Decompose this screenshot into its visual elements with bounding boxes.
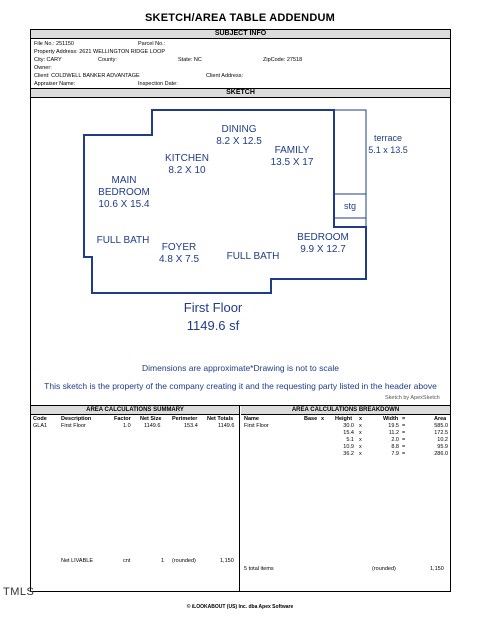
row-area: 585.0 xyxy=(434,423,448,429)
row-description: First Floor xyxy=(61,423,86,429)
row-height: 36.2 xyxy=(343,451,354,457)
property-address: Property Address: 2621 WELLINGTON RIDGE LOOP xyxy=(34,49,166,55)
col-net-size: Net Size xyxy=(140,416,162,422)
row-height: 5.1 xyxy=(346,437,354,443)
room-bedroom xyxy=(291,232,355,256)
row-perimeter: 153.4 xyxy=(184,423,198,429)
row-eq: = xyxy=(402,437,406,443)
room-main-bedroom-dim: 10.6 X 15.4 xyxy=(98,199,150,210)
state: State: NC xyxy=(178,57,202,63)
row-height: 10.9 xyxy=(343,444,354,450)
tmls-watermark: TMLS xyxy=(3,586,35,598)
appraiser-name: Appraiser Name: xyxy=(34,81,76,87)
file-no: File No.: 251150 xyxy=(34,41,74,47)
row-height: 15.4 xyxy=(343,430,354,436)
row-height: 30.0 xyxy=(343,423,354,429)
room-dining-dim: 8.2 X 12.5 xyxy=(216,136,262,147)
room-terrace-dim: 5.1 x 13.5 xyxy=(368,145,408,155)
county: County: xyxy=(98,57,117,63)
col-name: Name xyxy=(244,416,259,422)
col-description: Description xyxy=(61,416,92,422)
area-tables xyxy=(31,405,450,591)
col-factor: Factor xyxy=(114,416,131,422)
city: City: CARY xyxy=(34,57,62,63)
row-eq: = xyxy=(402,423,406,429)
col-eq: = xyxy=(402,416,406,422)
row-width: 8.8 xyxy=(391,444,399,450)
room-storage: stg xyxy=(343,201,356,211)
row-x: x xyxy=(359,451,362,457)
row-area: 172.5 xyxy=(434,430,448,436)
sketch-credit: Sketch by ApexSketch xyxy=(385,395,440,401)
page-title: SKETCH/AREA TABLE ADDENDUM xyxy=(145,12,335,24)
col-width: Width xyxy=(383,416,399,422)
zipcode: ZipCode: 27518 xyxy=(263,57,303,63)
row-eq: = xyxy=(402,451,406,457)
col-base: Base xyxy=(304,416,318,422)
room-kitchen-name: KITCHEN xyxy=(165,153,209,164)
area-summary-table xyxy=(31,406,240,592)
row-x: x xyxy=(359,430,362,436)
footer-copyright: © iLOOKABOUT (US) Inc. dba Apex Software xyxy=(186,604,294,610)
room-dining xyxy=(209,124,269,148)
room-main-bedroom xyxy=(94,175,154,211)
col-height: Height xyxy=(335,416,353,422)
room-family xyxy=(262,145,322,169)
row-eq: = xyxy=(402,430,406,436)
row-width: 11.2 xyxy=(388,430,399,436)
row-code: GLA1 xyxy=(33,423,48,429)
breakdown-total-rounded: (rounded) xyxy=(372,566,396,572)
floor-name: First Floor xyxy=(183,300,243,315)
col-net-totals: Net Totals xyxy=(207,416,234,422)
room-main-bedroom-l1: MAIN xyxy=(111,175,137,186)
row-area: 286.0 xyxy=(434,451,448,457)
row-factor: 1.0 xyxy=(123,423,131,429)
col-x2: x xyxy=(359,416,363,422)
col-area: Area xyxy=(434,416,447,422)
row-area: 95.9 xyxy=(437,444,448,450)
sketch-header: SKETCH xyxy=(31,88,450,98)
row-eq: = xyxy=(402,444,406,450)
row-x: x xyxy=(359,444,362,450)
property-note: This sketch is the property of the company creating it and the requesting party listed in the header above xyxy=(44,381,437,391)
dimensions-note: Dimensions are approximate*Drawing is not to scale xyxy=(141,363,339,373)
breakdown-total-items: 5 total items xyxy=(244,566,274,572)
room-full-bath-1: FULL BATH xyxy=(96,235,150,246)
room-dining-name: DINING xyxy=(221,124,257,135)
total-rounded: (rounded) xyxy=(172,558,196,564)
row-net-totals: 1149.6 xyxy=(218,423,235,429)
row-x: x xyxy=(359,423,362,429)
inspection-date: Inspection Date: xyxy=(138,81,178,87)
room-terrace-name: terrace xyxy=(373,133,402,143)
room-family-name: FAMILY xyxy=(274,145,310,156)
floor-area: 1149.6 sf xyxy=(186,318,240,333)
area-breakdown-table xyxy=(241,406,450,592)
total-cnt-label: cnt xyxy=(123,558,131,564)
row-width: 19.5 xyxy=(388,423,399,429)
row-x: x xyxy=(359,437,362,443)
room-main-bedroom-l2: BEDROOM xyxy=(98,187,150,198)
owner: Owner: xyxy=(34,65,52,71)
room-foyer xyxy=(149,242,209,266)
addendum-frame xyxy=(30,29,451,592)
total-value: 1,150 xyxy=(220,558,234,564)
room-family-dim: 13.5 X 17 xyxy=(270,157,314,168)
room-bedroom-dim: 9.9 X 12.7 xyxy=(300,244,346,255)
floor-label xyxy=(113,299,313,335)
room-bedroom-name: BEDROOM xyxy=(297,232,349,243)
col-x1: x xyxy=(321,416,325,422)
room-foyer-name: FOYER xyxy=(161,242,197,253)
room-kitchen xyxy=(157,153,217,177)
parcel-no: Parcel No.: xyxy=(138,41,166,47)
col-code: Code xyxy=(33,416,47,422)
total-cnt: 1 xyxy=(161,558,165,564)
room-full-bath-2: FULL BATH xyxy=(226,251,280,262)
area-summary-header: AREA CALCULATIONS SUMMARY xyxy=(31,406,239,415)
client: Client: COLDWELL BANKER ADVANTAGE xyxy=(34,73,140,79)
col-perimeter: Perimeter xyxy=(172,416,198,422)
subject-info-header: SUBJECT INFO xyxy=(31,29,450,39)
row-width: 2.0 xyxy=(391,437,399,443)
room-kitchen-dim: 8.2 X 10 xyxy=(168,165,206,176)
client-address: Client Address: xyxy=(206,73,243,79)
area-breakdown-header: AREA CALCULATIONS BREAKDOWN xyxy=(241,406,450,415)
breakdown-name: First Floor xyxy=(244,423,269,429)
total-label: Net LIVABLE xyxy=(61,558,93,564)
room-terrace xyxy=(365,132,411,156)
row-net-size: 1149.6 xyxy=(144,423,161,429)
row-area: 10.2 xyxy=(437,437,448,443)
row-width: 7.9 xyxy=(391,451,399,457)
sketch-area xyxy=(31,97,450,404)
breakdown-total-value: 1,150 xyxy=(430,566,444,572)
room-foyer-dim: 4.8 X 7.5 xyxy=(158,254,200,265)
